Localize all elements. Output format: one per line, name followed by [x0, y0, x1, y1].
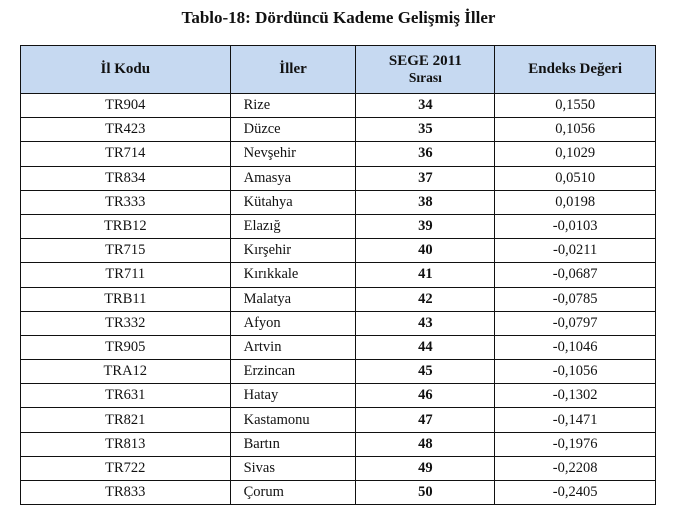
cell-code: TR711 [21, 263, 231, 287]
cell-rank: 36 [356, 142, 495, 166]
cell-province: Rize [230, 94, 356, 118]
cell-rank: 50 [356, 481, 495, 505]
cell-rank: 43 [356, 311, 495, 335]
cell-code: TR833 [21, 481, 231, 505]
table-row [21, 166, 656, 190]
cell-code: TR714 [21, 142, 231, 166]
table-row [21, 360, 656, 384]
cell-index: 0,1029 [495, 142, 656, 166]
cell-rank: 41 [356, 263, 495, 287]
table-row [21, 311, 656, 335]
cell-rank: 44 [356, 335, 495, 359]
cell-province: Nevşehir [230, 142, 356, 166]
table-row [21, 239, 656, 263]
table-header-row [21, 46, 656, 94]
cell-index: -0,2405 [495, 481, 656, 505]
cell-code: TR715 [21, 239, 231, 263]
cell-province: Erzincan [230, 360, 356, 384]
cell-code: TR834 [21, 166, 231, 190]
cell-index: 0,0510 [495, 166, 656, 190]
cell-province: Sivas [230, 456, 356, 480]
cell-rank: 46 [356, 384, 495, 408]
cell-province: Kırşehir [230, 239, 356, 263]
header-rank [356, 46, 495, 94]
table-row [21, 335, 656, 359]
cell-code: TR631 [21, 384, 231, 408]
cell-rank: 35 [356, 118, 495, 142]
table-row [21, 481, 656, 505]
cell-index: -0,1302 [495, 384, 656, 408]
cell-province: Bartın [230, 432, 356, 456]
cell-index: 0,1056 [495, 118, 656, 142]
cell-rank: 47 [356, 408, 495, 432]
cell-index: -0,0687 [495, 263, 656, 287]
cell-province: Çorum [230, 481, 356, 505]
cell-index: 0,0198 [495, 190, 656, 214]
cell-province: Malatya [230, 287, 356, 311]
cell-province: Kütahya [230, 190, 356, 214]
cell-province: Kırıkkale [230, 263, 356, 287]
cell-province: Artvin [230, 335, 356, 359]
cell-index: -0,0797 [495, 311, 656, 335]
cell-index: -0,0785 [495, 287, 656, 311]
cell-rank: 49 [356, 456, 495, 480]
cell-rank: 34 [356, 94, 495, 118]
cell-code: TR423 [21, 118, 231, 142]
table-row [21, 94, 656, 118]
cell-index: -0,2208 [495, 456, 656, 480]
cell-rank: 48 [356, 432, 495, 456]
cell-index: -0,0211 [495, 239, 656, 263]
cell-index: -0,1046 [495, 335, 656, 359]
cell-index: -0,1471 [495, 408, 656, 432]
cell-rank: 39 [356, 214, 495, 238]
cell-province: Amasya [230, 166, 356, 190]
table-row [21, 384, 656, 408]
table-row [21, 263, 656, 287]
cell-code: TR332 [21, 311, 231, 335]
table-row [21, 118, 656, 142]
header-rank-line1: SEGE 2011 [388, 53, 462, 69]
header-province: İller [230, 46, 356, 94]
cell-index: -0,0103 [495, 214, 656, 238]
table-row [21, 432, 656, 456]
cell-code: TR905 [21, 335, 231, 359]
cell-code: TRA12 [21, 360, 231, 384]
cell-rank: 40 [356, 239, 495, 263]
header-index: Endeks Değeri [495, 46, 656, 94]
table-row [21, 287, 656, 311]
table-title: Tablo-18: Dördüncü Kademe Gelişmiş İller [181, 8, 496, 27]
cell-code: TRB12 [21, 214, 231, 238]
cell-rank: 45 [356, 360, 495, 384]
cell-code: TR333 [21, 190, 231, 214]
cell-province: Elazığ [230, 214, 356, 238]
table-row [21, 408, 656, 432]
cell-code: TR722 [21, 456, 231, 480]
cell-code: TRB11 [21, 287, 231, 311]
cell-rank: 37 [356, 166, 495, 190]
cell-code: TR904 [21, 94, 231, 118]
cell-rank: 38 [356, 190, 495, 214]
table-row [21, 142, 656, 166]
table-row [21, 456, 656, 480]
cell-province: Hatay [230, 384, 356, 408]
cell-province: Düzce [230, 118, 356, 142]
cell-code: TR821 [21, 408, 231, 432]
cell-index: -0,1976 [495, 432, 656, 456]
table-row [21, 190, 656, 214]
table-row [21, 214, 656, 238]
cell-province: Kastamonu [230, 408, 356, 432]
cell-rank: 42 [356, 287, 495, 311]
cell-province: Afyon [230, 311, 356, 335]
cell-code: TR813 [21, 432, 231, 456]
header-code: İl Kodu [21, 46, 231, 94]
cell-index: 0,1550 [495, 94, 656, 118]
cell-index: -0,1056 [495, 360, 656, 384]
provinces-table [20, 45, 656, 505]
header-rank-line2: Sırası [408, 70, 442, 85]
